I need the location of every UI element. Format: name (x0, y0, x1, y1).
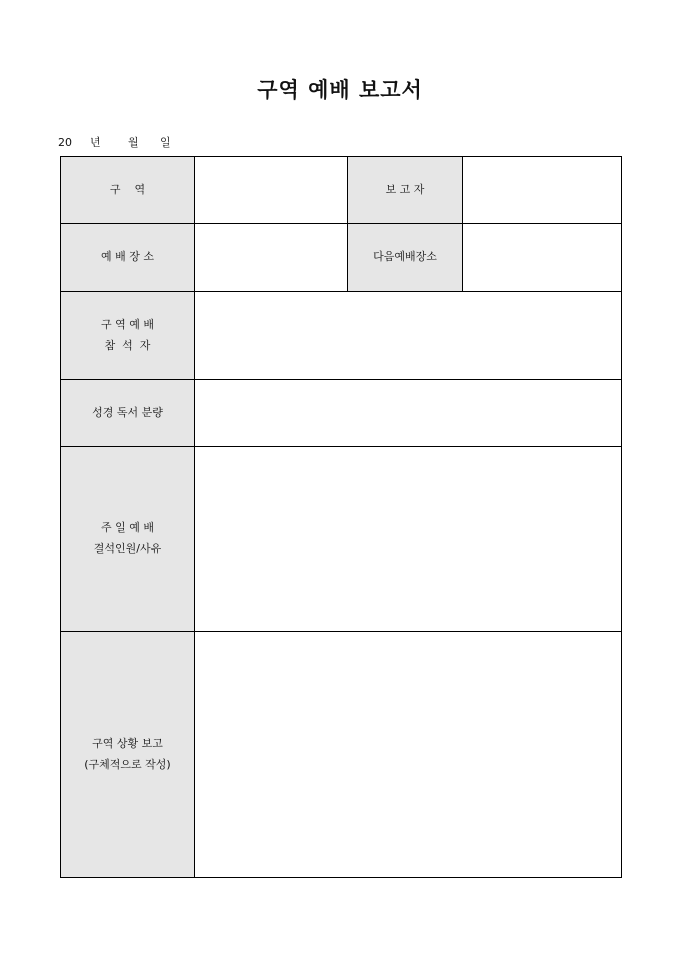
worship-place-input-cell[interactable] (195, 224, 348, 292)
date-month-label: 월 (128, 136, 139, 149)
area-label: 구 역 (109, 182, 146, 196)
attendees-input-cell[interactable] (195, 292, 622, 380)
attendees-label-cell (61, 292, 195, 380)
reporter-label: 보 고 자 (385, 182, 425, 196)
date-day-label: 일 (160, 136, 171, 149)
attendees-label-line2: 참 석 자 (104, 338, 151, 352)
reporter-label-cell (348, 157, 463, 224)
absence-label-cell (61, 447, 195, 632)
status-label-cell (61, 632, 195, 878)
report-form-table (60, 156, 622, 878)
area-input-cell[interactable] (195, 157, 348, 224)
bible-reading-label: 성경 독서 분량 (92, 405, 163, 419)
form-row-status (61, 632, 622, 878)
worship-place-label-cell (61, 224, 195, 292)
report-date-line (58, 134, 171, 150)
next-place-label-cell (348, 224, 463, 292)
bible-reading-input-cell[interactable] (195, 380, 622, 447)
date-year-prefix: 20 (58, 136, 72, 149)
form-row-absence (61, 447, 622, 632)
worship-place-label: 예 배 장 소 (101, 250, 154, 264)
form-row-attendees (61, 292, 622, 380)
form-row-place (61, 224, 622, 292)
form-row-bible-reading (61, 380, 622, 447)
absence-input-cell[interactable] (195, 447, 622, 632)
form-row-area (61, 157, 622, 224)
area-label-cell (61, 157, 195, 224)
status-label-line1: 구역 상황 보고 (92, 736, 163, 750)
page-title: 구역 예배 보고서 (257, 77, 423, 102)
bible-reading-label-cell (61, 380, 195, 447)
next-place-label: 다음예배장소 (373, 250, 437, 264)
reporter-input-cell[interactable] (463, 157, 622, 224)
next-place-input-cell[interactable] (463, 224, 622, 292)
date-year-label: 년 (90, 136, 101, 149)
status-label-line2: (구체적으로 작성) (84, 757, 171, 771)
status-input-cell[interactable] (195, 632, 622, 878)
absence-label-line2: 결석인원/사유 (93, 542, 162, 555)
absence-label-line1: 주 일 예 배 (101, 521, 154, 535)
attendees-label-line1: 구 역 예 배 (101, 317, 154, 331)
